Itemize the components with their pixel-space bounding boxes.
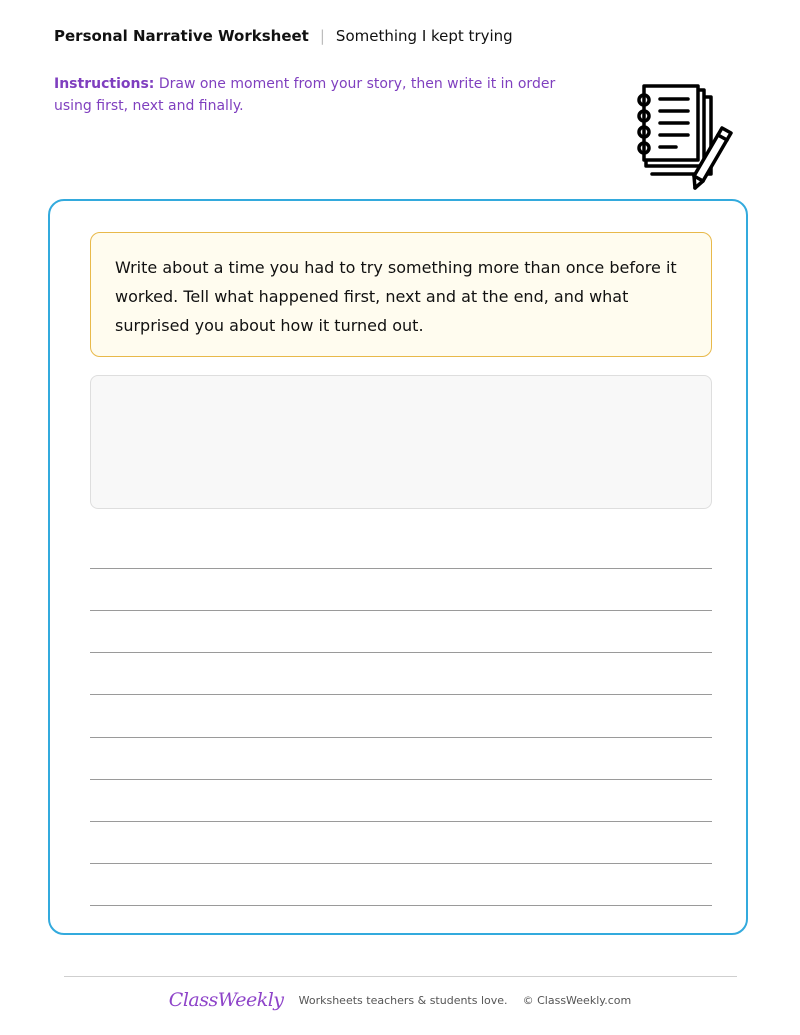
instructions	[54, 73, 594, 117]
footer-copyright: © ClassWeekly.com	[522, 993, 632, 1007]
brand-logo: ClassWeekly	[168, 989, 284, 1011]
worksheet-frame	[48, 199, 748, 935]
writing-line[interactable]	[90, 652, 712, 653]
footer	[0, 989, 800, 1011]
writing-line[interactable]	[90, 694, 712, 695]
instructions-label: Instructions:	[54, 76, 155, 92]
writing-line[interactable]	[90, 905, 712, 906]
worksheet-subtitle: Something I kept trying	[335, 27, 513, 45]
writing-line[interactable]	[90, 737, 712, 738]
drawing-box[interactable]	[90, 375, 712, 509]
writing-line[interactable]	[90, 779, 712, 780]
instructions-text: Draw one moment from your story, then write it in order using first, next and finally.	[54, 76, 556, 114]
writing-prompt: Write about a time you had to try something more than once before it worked. Tell what happened first, next and at the end, and what surprised you about how it turned out.	[90, 232, 712, 357]
writing-line[interactable]	[90, 863, 712, 864]
writing-line[interactable]	[90, 821, 712, 822]
worksheet-title: Personal Narrative Worksheet	[54, 27, 309, 45]
footer-tagline: Worksheets teachers & students love.	[298, 993, 508, 1007]
notebook-pencil-icon	[636, 82, 736, 192]
header-separator: |	[319, 27, 325, 45]
worksheet-header	[54, 26, 513, 46]
footer-divider	[64, 976, 737, 977]
writing-line[interactable]	[90, 568, 712, 569]
writing-line[interactable]	[90, 610, 712, 611]
